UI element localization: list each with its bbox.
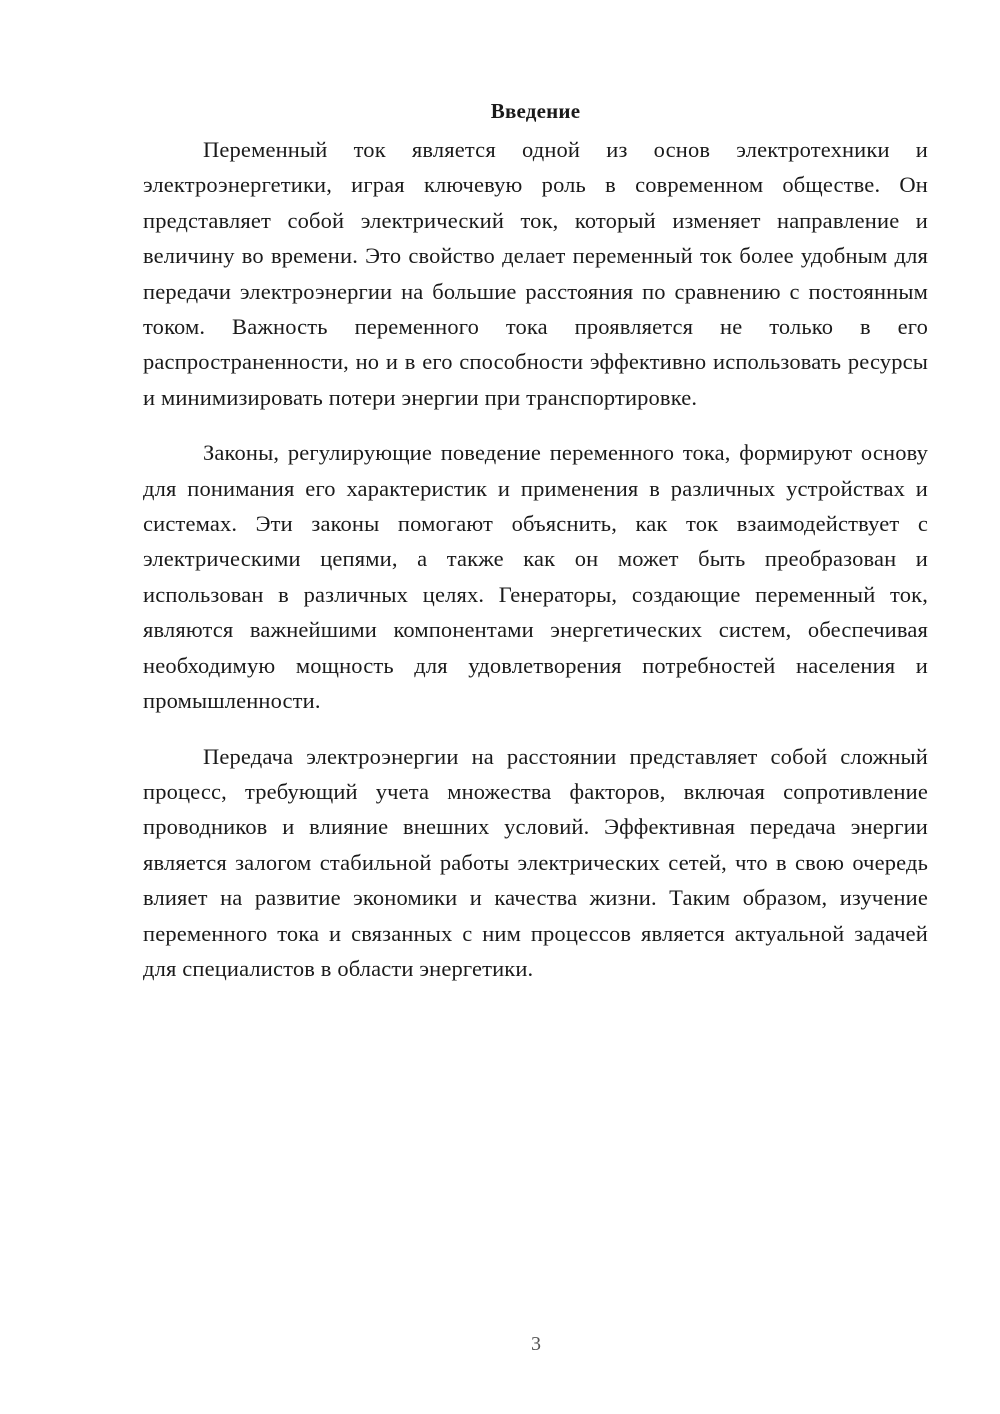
page-content	[143, 96, 928, 986]
paragraph-2: Законы, регулирующие поведение переменного тока, формируют основу для понимания его характеристик и применения в различных устройствах и системах. Эти законы помогают объяснить, как ток взаимодействует с электрическими цепями, а также как он может быть преобразован и использован в различных целях. Генераторы, создающие переменный ток, являются важнейшими компонентами энергетических систем, обеспечивая необходимую мощность для удовлетворения потребностей населения и промышленности.	[143, 440, 928, 714]
paragraph-1: Переменный ток является одной из основ электротехники и электроэнергетики, играя ключевую роль в современном обществе. Он представляет собой электрический ток, который изменяет направление и величину во времени. Это свойство делает переменный ток более удобным для передачи электроэнергии на большие расстояния по сравнению с постоянным током. Важность переменного тока проявляется не только в его распространенности, но и в его способности эффективно использовать ресурсы и минимизировать потери энергии при транспортировке.	[143, 137, 928, 410]
page-number: 3	[531, 1333, 541, 1355]
section-heading: Введение	[490, 99, 581, 123]
paragraph-3: Передача электроэнергии на расстоянии представляет собой сложный процесс, требующий учета множества факторов, включая сопротивление проводников и влияние внешних условий. Эффективная передача энергии является залогом стабильной работы электрических сетей, что в свою очередь влияет на развитие экономики и качества жизни. Таким образом, изучение переменного тока и связанных с ним процессов является актуальной задачей для специалистов в области энергетики.	[143, 743, 928, 981]
